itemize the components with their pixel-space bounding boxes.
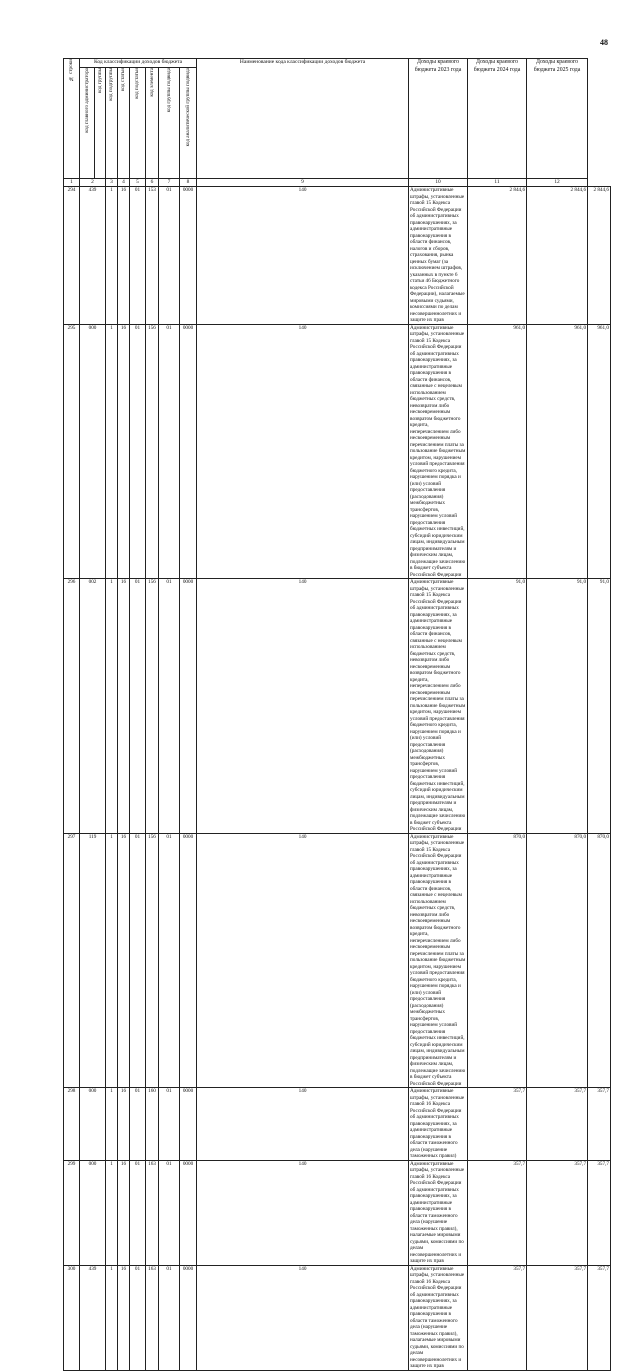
code-admin: 439 bbox=[80, 187, 106, 325]
code-subarticle: 153 bbox=[146, 187, 159, 325]
code-element: 01 bbox=[159, 187, 180, 325]
row-number: 296 bbox=[64, 579, 80, 834]
column-number: 8 bbox=[180, 179, 197, 187]
income-2023-value: 357,7 bbox=[468, 1160, 527, 1265]
column-number: 12 bbox=[527, 179, 588, 187]
column-number: 4 bbox=[118, 179, 130, 187]
table-row bbox=[64, 187, 611, 325]
income-2025-value: 2 844,6 bbox=[588, 187, 611, 325]
income-2024-value: 2 844,6 bbox=[527, 187, 588, 325]
code-subgroup: 16 bbox=[118, 833, 130, 1088]
column-number-row bbox=[64, 179, 611, 187]
income-2023-header: Доходы краевого бюджета 2023 года bbox=[409, 59, 468, 179]
code-group: 1 bbox=[106, 1265, 118, 1370]
code-header-article: код статьи bbox=[118, 68, 130, 179]
income-2025-value: 870,0 bbox=[588, 833, 611, 1088]
code-admin: 439 bbox=[80, 1265, 106, 1370]
code-article: 01 bbox=[130, 187, 146, 325]
column-number: 3 bbox=[106, 179, 118, 187]
code-article: 01 bbox=[130, 1160, 146, 1265]
row-number: 300 bbox=[64, 1265, 80, 1370]
code-subarticle: 163 bbox=[146, 1265, 159, 1370]
row-number: 295 bbox=[64, 324, 80, 579]
code-group: 1 bbox=[106, 1160, 118, 1265]
code-subarticle: 156 bbox=[146, 833, 159, 1088]
code-subgroup: 16 bbox=[118, 1265, 130, 1370]
header-row-group bbox=[64, 59, 611, 68]
code-subtype-group: 0000 bbox=[180, 187, 197, 325]
code-element: 01 bbox=[159, 1088, 180, 1161]
code-group: 1 bbox=[106, 1088, 118, 1161]
income-2025-value: 961,0 bbox=[588, 324, 611, 579]
code-element: 01 bbox=[159, 1160, 180, 1265]
row-number-header: № строки bbox=[64, 59, 80, 179]
row-number: 294 bbox=[64, 187, 80, 325]
code-subtype-group: 0000 bbox=[180, 324, 197, 579]
column-number: 2 bbox=[80, 179, 106, 187]
code-group: 1 bbox=[106, 187, 118, 325]
code-subgroup: 16 bbox=[118, 579, 130, 834]
table-row bbox=[64, 833, 611, 1088]
code-subarticle: 156 bbox=[146, 579, 159, 834]
code-subtype-group: 0000 bbox=[180, 1265, 197, 1370]
code-admin: 119 bbox=[80, 833, 106, 1088]
code-element: 01 bbox=[159, 324, 180, 579]
code-subtype-group: 0000 bbox=[180, 1088, 197, 1161]
code-admin: 002 bbox=[80, 579, 106, 834]
income-2024-value: 91,0 bbox=[527, 579, 588, 834]
code-subarticle: 160 bbox=[146, 1088, 159, 1161]
code-analytic-group: 140 bbox=[197, 1088, 409, 1161]
table-row bbox=[64, 579, 611, 834]
column-number: 9 bbox=[197, 179, 409, 187]
code-analytic-group: 140 bbox=[197, 187, 409, 325]
code-article: 01 bbox=[130, 579, 146, 834]
code-header-subgroup: код подгруппы bbox=[106, 68, 118, 179]
code-subgroup: 16 bbox=[118, 187, 130, 325]
code-header-subarticle: код подстатьи bbox=[130, 68, 146, 179]
income-2024-value: 961,0 bbox=[527, 324, 588, 579]
code-analytic-group: 140 bbox=[197, 1265, 409, 1370]
income-2025-value: 91,0 bbox=[588, 579, 611, 834]
column-number: 10 bbox=[409, 179, 468, 187]
code-subtype-group: 0000 bbox=[180, 833, 197, 1088]
code-article: 01 bbox=[130, 833, 146, 1088]
code-element: 01 bbox=[159, 579, 180, 834]
income-2023-value: 2 844,6 bbox=[468, 187, 527, 325]
row-number: 298 bbox=[64, 1088, 80, 1161]
code-analytic-group: 140 bbox=[197, 579, 409, 834]
income-code-name: Административные штрафы, установленные главой 15 Кодекса Российской Федерации об административных правонарушениях, за административные правонарушения в области финансов, связанные с нецелевым использованием бюджетных средств, невозвратом либо несвоевременным возвратом бюджетного кредита, неперечислением либо несвоевременным перечислением платы за пользование бюджетным кредитом, нарушением условий предоставления бюджетного кредита, нарушением порядка и (или) условий предоставления (расходования) межбюджетных трансфертов, нарушением условий предоставления бюджетных инвестиций, субсидий юридическим лицам, индивидуальным предпринимателям и физическим лицам, подлежащие зачислению в бюджет субъекта Российской Федерации bbox=[409, 579, 468, 834]
code-subarticle: 156 bbox=[146, 324, 159, 579]
income-code-name: Административные штрафы, установленные главой 15 Кодекса Российской Федерации об административных правонарушениях, за административные правонарушения в области финансов, связанные с нецелевым использованием бюджетных средств, невозвратом либо несвоевременным возвратом бюджетного кредита, неперечислением либо несвоевременным перечислением платы за пользование бюджетным кредитом, нарушением условий предоставления бюджетного кредита, нарушением порядка и (или) условий предоставления (расходования) межбюджетных трансфертов, нарушением условий предоставления бюджетных инвестиций, субсидий юридическим лицам, индивидуальным предпринимателям и физическим лицам, подлежащие зачислению в бюджет субъекта Российской Федерации bbox=[409, 833, 468, 1088]
row-number: 297 bbox=[64, 833, 80, 1088]
code-subgroup: 16 bbox=[118, 324, 130, 579]
code-admin: 000 bbox=[80, 1160, 106, 1265]
code-header-admin: код главного администратора bbox=[80, 68, 95, 179]
income-2025-value: 357,7 bbox=[588, 1265, 611, 1370]
income-code-name: Административные штрафы, установленные главой 16 Кодекса Российской Федерации об административных правонарушениях, за административные правонарушения в области таможенного дела (нарушение таможенных правил), налагаемые мировыми судьями, комиссиями по делам несовершеннолетних и защите их прав bbox=[409, 1265, 468, 1370]
code-subgroup: 16 bbox=[118, 1088, 130, 1161]
code-subtype-group: 0000 bbox=[180, 579, 197, 834]
income-code-name: Административные штрафы, установленные главой 16 Кодекса Российской Федерации об административных правонарушениях, за административные правонарушения в области таможенного дела (нарушение таможенных правил) bbox=[409, 1088, 468, 1161]
income-2025-value: 357,7 bbox=[588, 1088, 611, 1161]
income-2023-value: 357,7 bbox=[468, 1265, 527, 1370]
code-group: 1 bbox=[106, 579, 118, 834]
page-number: 48 bbox=[600, 38, 608, 47]
income-2025-value: 357,7 bbox=[588, 1160, 611, 1265]
code-element: 01 bbox=[159, 1265, 180, 1370]
code-article: 01 bbox=[130, 1088, 146, 1161]
income-2023-value: 357,7 bbox=[468, 1088, 527, 1161]
code-admin: 000 bbox=[80, 324, 106, 579]
code-header-element: код элемента bbox=[146, 68, 159, 179]
code-analytic-group: 140 bbox=[197, 1160, 409, 1265]
code-header-analytic-group: код аналитической группы подвида bbox=[180, 68, 197, 179]
code-article: 01 bbox=[130, 1265, 146, 1370]
code-subtype-group: 0000 bbox=[180, 1160, 197, 1265]
table-row bbox=[64, 1088, 611, 1161]
table-row bbox=[64, 1265, 611, 1370]
classification-group-header: Код классификации доходов бюджета bbox=[80, 59, 197, 68]
income-2025-header: Доходы краевого бюджета 2025 года bbox=[527, 59, 588, 179]
column-number: 11 bbox=[468, 179, 527, 187]
income-2023-value: 961,0 bbox=[468, 324, 527, 579]
name-column-header: Наименование кода классификации доходов бюджета bbox=[197, 59, 409, 179]
code-analytic-group: 140 bbox=[197, 324, 409, 579]
income-2024-value: 870,0 bbox=[527, 833, 588, 1088]
income-2024-header: Доходы краевого бюджета 2024 года bbox=[468, 59, 527, 179]
code-subarticle: 163 bbox=[146, 1160, 159, 1265]
income-2024-value: 357,7 bbox=[527, 1265, 588, 1370]
code-subgroup: 16 bbox=[118, 1160, 130, 1265]
column-number: 5 bbox=[130, 179, 146, 187]
income-code-name: Административные штрафы, установленные главой 15 Кодекса Российской Федерации об административных правонарушениях, за административные правонарушения в области финансов, налогов и сборов, страхования, рынка ценных бумаг (за исключением штрафов, указанных в пункте 6 статьи 46 Бюджетного кодекса Российской Федерации), налагаемые мировыми судьями, комиссиями по делам несовершеннолетних и защите их прав bbox=[409, 187, 468, 325]
income-2023-value: 870,0 bbox=[468, 833, 527, 1088]
code-group: 1 bbox=[106, 833, 118, 1088]
column-number: 1 bbox=[64, 179, 80, 187]
income-2023-value: 91,0 bbox=[468, 579, 527, 834]
code-admin: 000 bbox=[80, 1088, 106, 1161]
table-row bbox=[64, 324, 611, 579]
income-2024-value: 357,7 bbox=[527, 1160, 588, 1265]
row-number: 299 bbox=[64, 1160, 80, 1265]
column-number: 6 bbox=[146, 179, 159, 187]
income-code-name: Административные штрафы, установленные главой 16 Кодекса Российской Федерации об административных правонарушениях, за административные правонарушения в области таможенного дела (нарушение таможенных правил), налагаемые мировыми судьями, комиссиями по делам несовершеннолетних и защите их прав bbox=[409, 1160, 468, 1265]
table-body bbox=[64, 187, 611, 1371]
code-header-subtype-group: код группы подвида bbox=[159, 68, 180, 179]
column-number: 7 bbox=[159, 179, 180, 187]
table-row bbox=[64, 1160, 611, 1265]
code-element: 01 bbox=[159, 833, 180, 1088]
code-article: 01 bbox=[130, 324, 146, 579]
code-analytic-group: 140 bbox=[197, 833, 409, 1088]
code-group: 1 bbox=[106, 324, 118, 579]
income-code-name: Административные штрафы, установленные главой 15 Кодекса Российской Федерации об административных правонарушениях, за административные правонарушения в области финансов, связанные с нецелевым использованием бюджетных средств, невозвратом либо несвоевременным возвратом бюджетного кредита, неперечислением либо несвоевременным перечислением платы за пользование бюджетным кредитом, нарушением условий предоставления бюджетного кредита, нарушением порядка и (или) условий предоставления (расходования) межбюджетных трансфертов, нарушением условий предоставления бюджетных инвестиций, субсидий юридическим лицам, индивидуальным предпринимателям и физическим лицам, подлежащие зачислению в бюджет субъекта Российской Федерации bbox=[409, 324, 468, 579]
code-header-group: код группы bbox=[95, 68, 106, 179]
income-2024-value: 357,7 bbox=[527, 1088, 588, 1161]
income-table bbox=[63, 58, 611, 1371]
